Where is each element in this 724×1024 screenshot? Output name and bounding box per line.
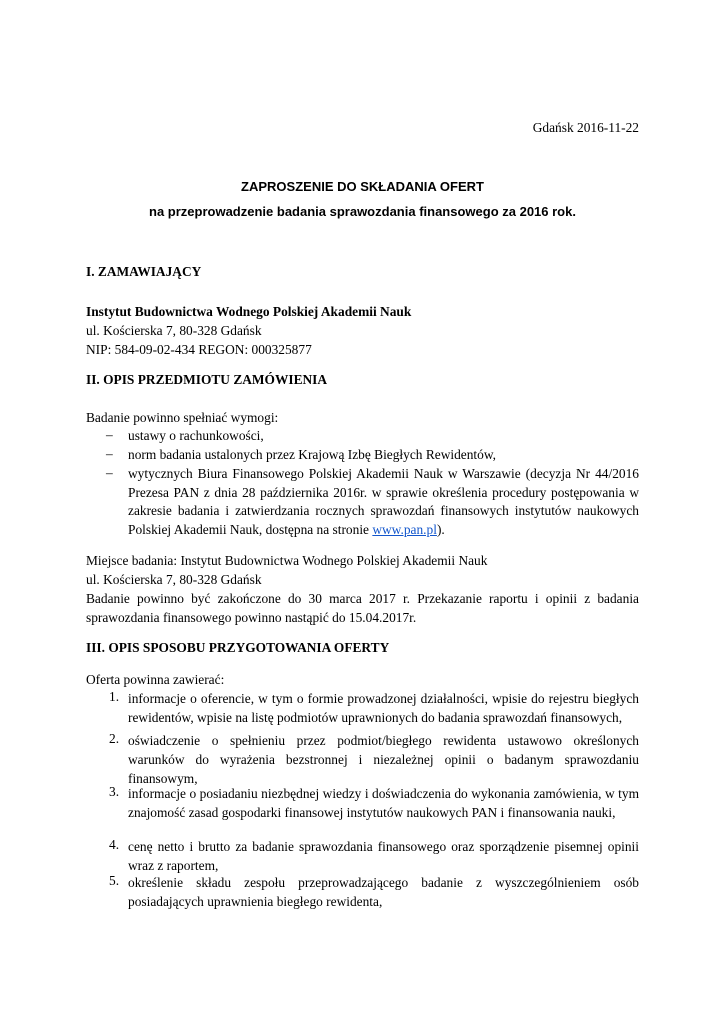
section-3-heading: III. OPIS SPOSOBU PRZYGOTOWANIA OFERTY [86, 640, 390, 655]
list-text: cenę netto i brutto za badanie sprawozdania finansowego oraz sporządzenie pisemnej opinii wraz z raportem, [128, 839, 639, 873]
dash-bullet-icon: – [106, 427, 113, 442]
audit-deadline: Badanie powinno być zakończone do 30 marca 2017 r. Przekazanie raportu i opinii z badania sprawozdania finansowego powinno nastąpić do 15.04.2017r. [86, 591, 639, 625]
list-text: określenie składu zespołu przeprowadzającego badanie z wyszczególnieniem osób posiadających uprawnienia biegłego rewidenta, [128, 875, 639, 909]
list-text: informacje o oferencie, w tym o formie prowadzonej działalności, wpisie do rejestru biegłych rewidentów, wpisie na listę podmiotów uprawnionych do badania sprawozdań finansowych, [128, 691, 639, 725]
list-item [86, 784, 639, 841]
section-1-heading: I. ZAMAWIAJĄCY [86, 264, 202, 279]
bullet-text: wytycznych Biura Finansowego Polskiej Akademii Nauk w Warszawie (decyzja Nr 44/2016 Prezesa PAN z dnia 28 października 2016r. w sprawie określenia procedury postępowania w zakresie badania i zatwierdzania rocznych sprawozdań finansowych instytutów naukowych Polskiej Akademii Nauk, dostępna na stronie www.pan.pl). [128, 466, 639, 537]
offer-intro: Oferta powinna zawierać: [86, 672, 225, 687]
list-text: informacje o posiadaniu niezbędnej wiedzy i doświadczenia do wykonania zamówienia, w tym znajomość zasad gospodarki finansowej instytutów naukowych PAN i finansowania nauki, [128, 786, 639, 820]
ordering-party-name: Instytut Budownictwa Wodnego Polskiej Akademii Nauk [86, 304, 412, 319]
list-item [86, 446, 639, 465]
list-number: 4. [109, 837, 120, 852]
document-date: Gdańsk 2016-11-22 [532, 120, 639, 135]
ordering-party-ids: NIP: 584-09-02-434 REGON: 000325877 [86, 342, 312, 357]
dash-bullet-icon: – [106, 465, 113, 480]
list-item [86, 731, 639, 788]
list-number: 1. [109, 689, 120, 704]
dash-bullet-icon: – [106, 446, 113, 461]
list-item [86, 873, 639, 911]
document-title: ZAPROSZENIE DO SKŁADANIA OFERT [241, 179, 484, 194]
audit-place-address: ul. Kościerska 7, 80-328 Gdańsk [86, 572, 262, 587]
list-item [86, 427, 639, 446]
list-item [86, 837, 639, 875]
section-2-heading: II. OPIS PRZEDMIOTU ZAMÓWIENIA [86, 372, 328, 387]
audit-place: Miejsce badania: Instytut Budownictwa Wodnego Polskiej Akademii Nauk [86, 553, 488, 568]
bullet-text: ustawy o rachunkowości, [128, 428, 264, 443]
list-text: oświadczenie o spełnieniu przez podmiot/biegłego rewidenta ustawowo określonych warunków do wyrażenia bezstronnej i niezależnej opinii o badanym sprawozdaniu finansowym, [128, 733, 639, 786]
document-subtitle: na przeprowadzenie badania sprawozdania finansowego za 2016 rok. [149, 204, 576, 219]
requirements-intro: Badanie powinno spełniać wymogi: [86, 410, 279, 425]
list-item [86, 465, 639, 540]
pan-website-link[interactable]: www.pan.pl [372, 521, 437, 537]
list-number: 2. [109, 731, 120, 746]
ordering-party-address: ul. Kościerska 7, 80-328 Gdańsk [86, 323, 262, 338]
bullet-text: norm badania ustalonych przez Krajową Izbę Biegłych Rewidentów, [128, 447, 496, 462]
list-number: 3. [109, 784, 120, 799]
document-page [86, 0, 639, 1024]
list-item [86, 689, 639, 727]
list-number: 5. [109, 873, 120, 888]
